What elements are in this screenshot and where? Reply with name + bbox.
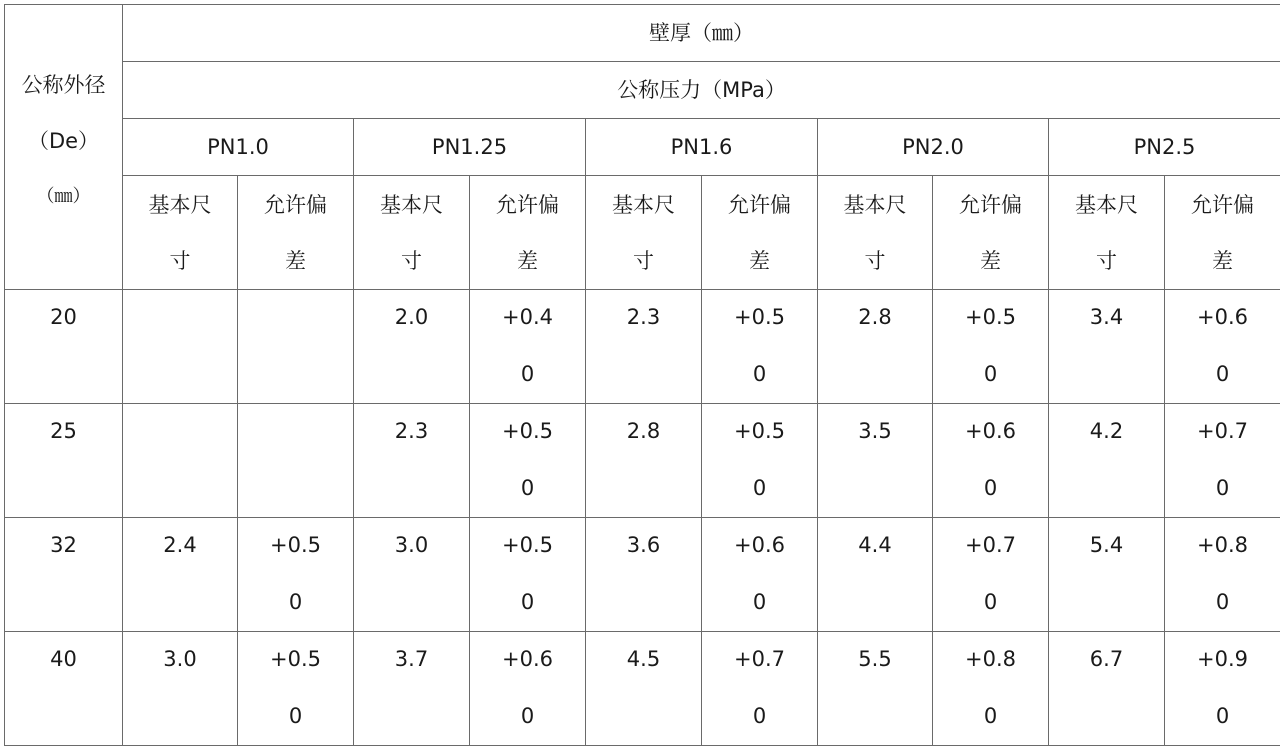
cell-value [123,290,237,303]
tolerance-cell [1165,632,1280,746]
basic-size-cell [586,518,702,632]
cell-lower-value: 0 [752,476,767,500]
nominal-diameter-cell [5,518,123,632]
cell-lower-value: 0 [752,704,767,728]
nominal-diameter-unit: （㎜） [36,186,91,207]
cell-value: +0.7 [1197,419,1249,443]
cell-value: 3.0 [163,647,197,671]
tolerance-cell [933,404,1049,518]
tolerance-header-line2: 差 [1212,248,1234,273]
nominal-diameter-label: 公称外径 [21,73,106,97]
tolerance-cell [238,632,354,746]
basic-size-header-line2: 寸 [864,248,886,273]
basic-size-header-line1: 基本尺 [380,192,443,217]
cell-value: +0.5 [502,533,553,557]
basic-size-cell [1049,518,1165,632]
header-row-pressure [5,62,1280,119]
cell-value [123,404,237,417]
basic-size-cell [586,290,702,404]
basic-size-header-line1: 基本尺 [843,192,907,217]
basic-size-cell [123,632,238,746]
cell-value: 5.5 [858,647,892,671]
cell-lower-value: 0 [983,590,998,614]
wall-thickness-header: 壁厚（㎜） [123,5,1280,62]
tolerance-cell [1165,404,1280,518]
cell-value: 2.3 [626,305,661,329]
tolerance-header-line1: 允许偏 [1191,192,1255,217]
basic-size-cell [354,290,470,404]
cell-value: 3.6 [626,533,661,557]
cell-value: +0.6 [965,419,1016,443]
pn-header: PN1.0 [123,119,354,176]
cell-value: +0.8 [965,647,1016,671]
tolerance-header-line1: 允许偏 [264,192,327,217]
basic-size-header-line2: 寸 [169,248,191,273]
tolerance-cell [702,632,818,746]
cell-value: 3.7 [394,647,429,671]
cell-value [238,290,353,303]
table-row [5,404,1280,518]
basic-size-header [1049,176,1165,290]
cell-lower-value: 0 [288,704,303,728]
tolerance-header [238,176,354,290]
tolerance-cell [238,518,354,632]
cell-lower-value: 0 [520,590,535,614]
cell-lower-value: 0 [752,590,767,614]
basic-size-cell [1049,404,1165,518]
cell-value: +0.5 [734,305,785,329]
cell-value [238,404,353,417]
nominal-diameter-cell [5,404,123,518]
cell-value: 2.8 [626,419,661,443]
nominal-diameter-value: 32 [50,533,77,557]
nominal-diameter-cell [5,632,123,746]
wall-thickness-table [4,4,1280,746]
cell-value: +0.7 [734,647,785,671]
cell-value: +0.4 [502,305,553,329]
tolerance-header-line2: 差 [749,248,770,273]
cell-value: 4.2 [1089,419,1124,443]
nominal-diameter-value: 20 [50,305,77,329]
cell-value: 4.5 [626,647,661,671]
cell-lower-value: 0 [1215,476,1230,500]
tolerance-cell [702,290,818,404]
tolerance-header-line1: 允许偏 [959,192,1022,217]
cell-lower-value: 0 [983,704,998,728]
nominal-diameter-value: 40 [50,647,77,671]
cell-value: 2.0 [394,305,429,329]
basic-size-cell [354,518,470,632]
cell-value: 2.4 [163,533,197,557]
basic-size-cell [818,404,933,518]
cell-value: +0.9 [1197,647,1249,671]
cell-value: +0.5 [965,305,1016,329]
header-row-pn [5,119,1280,176]
basic-size-header-line2: 寸 [1096,248,1117,273]
tolerance-header [702,176,818,290]
cell-lower-value: 0 [520,476,535,500]
basic-size-cell [818,632,933,746]
table-row [5,518,1280,632]
cell-lower-value: 0 [1215,704,1230,728]
cell-value: +0.6 [734,533,785,557]
cell-lower-value: 0 [983,476,998,500]
tolerance-cell [470,404,586,518]
tolerance-header [933,176,1049,290]
nominal-diameter-cell [5,290,123,404]
basic-size-cell [1049,632,1165,746]
basic-size-header [586,176,702,290]
pn-header: PN1.25 [354,119,586,176]
tolerance-header-line2: 差 [285,248,306,273]
cell-value: 5.4 [1089,533,1124,557]
tolerance-cell [1165,518,1280,632]
tolerance-cell [1165,290,1280,404]
cell-value: +0.6 [1197,305,1249,329]
basic-size-cell [818,290,933,404]
tolerance-header-line2: 差 [980,248,1001,273]
basic-size-header-line2: 寸 [633,248,654,273]
cell-value: 3.5 [858,419,892,443]
tolerance-header [1165,176,1280,290]
cell-value: +0.5 [270,647,321,671]
tolerance-header-line1: 允许偏 [728,192,791,217]
basic-size-header [354,176,470,290]
table-row [5,632,1280,746]
nominal-pressure-header: 公称压力（MPa） [123,62,1280,119]
cell-lower-value: 0 [1215,362,1230,386]
cell-value: +0.6 [502,647,553,671]
cell-lower-value: 0 [520,362,535,386]
cell-value: 2.8 [858,305,892,329]
cell-value: +0.5 [734,419,785,443]
basic-size-header-line2: 寸 [401,248,422,273]
table-row [5,290,1280,404]
tolerance-cell [933,632,1049,746]
basic-size-cell [586,404,702,518]
tolerance-cell [470,632,586,746]
pn-header: PN1.6 [586,119,818,176]
basic-size-cell [123,290,238,404]
tolerance-cell [702,404,818,518]
nominal-diameter-symbol: （De） [27,129,100,153]
cell-value: +0.8 [1197,533,1249,557]
tolerance-cell [470,518,586,632]
tolerance-cell [238,404,354,518]
cell-value: 4.4 [858,533,892,557]
tolerance-cell [238,290,354,404]
basic-size-header-line1: 基本尺 [1075,192,1138,217]
header-row-subcolumns [5,176,1280,290]
cell-value: +0.7 [965,533,1016,557]
cell-value: 6.7 [1089,647,1124,671]
pn-header: PN2.5 [1049,119,1280,176]
cell-value: +0.5 [502,419,553,443]
basic-size-header-line1: 基本尺 [612,192,675,217]
tolerance-header [470,176,586,290]
table-body [5,290,1280,746]
tolerance-cell [933,290,1049,404]
basic-size-cell [354,632,470,746]
basic-size-cell [123,404,238,518]
basic-size-cell [586,632,702,746]
basic-size-header-line1: 基本尺 [148,192,212,217]
nominal-diameter-value: 25 [50,419,77,443]
cell-value: 3.4 [1089,305,1124,329]
tolerance-cell [933,518,1049,632]
cell-lower-value: 0 [288,590,303,614]
tolerance-cell [470,290,586,404]
basic-size-cell [123,518,238,632]
cell-lower-value: 0 [752,362,767,386]
tolerance-cell [702,518,818,632]
basic-size-cell [354,404,470,518]
cell-value: 2.3 [394,419,429,443]
nominal-diameter-header [5,5,123,290]
basic-size-cell [818,518,933,632]
cell-value: 3.0 [394,533,429,557]
cell-lower-value: 0 [520,704,535,728]
tolerance-header-line1: 允许偏 [496,192,559,217]
tolerance-header-line2: 差 [517,248,538,273]
basic-size-cell [1049,290,1165,404]
cell-lower-value: 0 [1215,590,1230,614]
cell-lower-value: 0 [983,362,998,386]
cell-value: +0.5 [270,533,321,557]
header-row-wall-thickness [5,5,1280,62]
pn-header: PN2.0 [818,119,1049,176]
basic-size-header [818,176,933,290]
basic-size-header [123,176,238,290]
